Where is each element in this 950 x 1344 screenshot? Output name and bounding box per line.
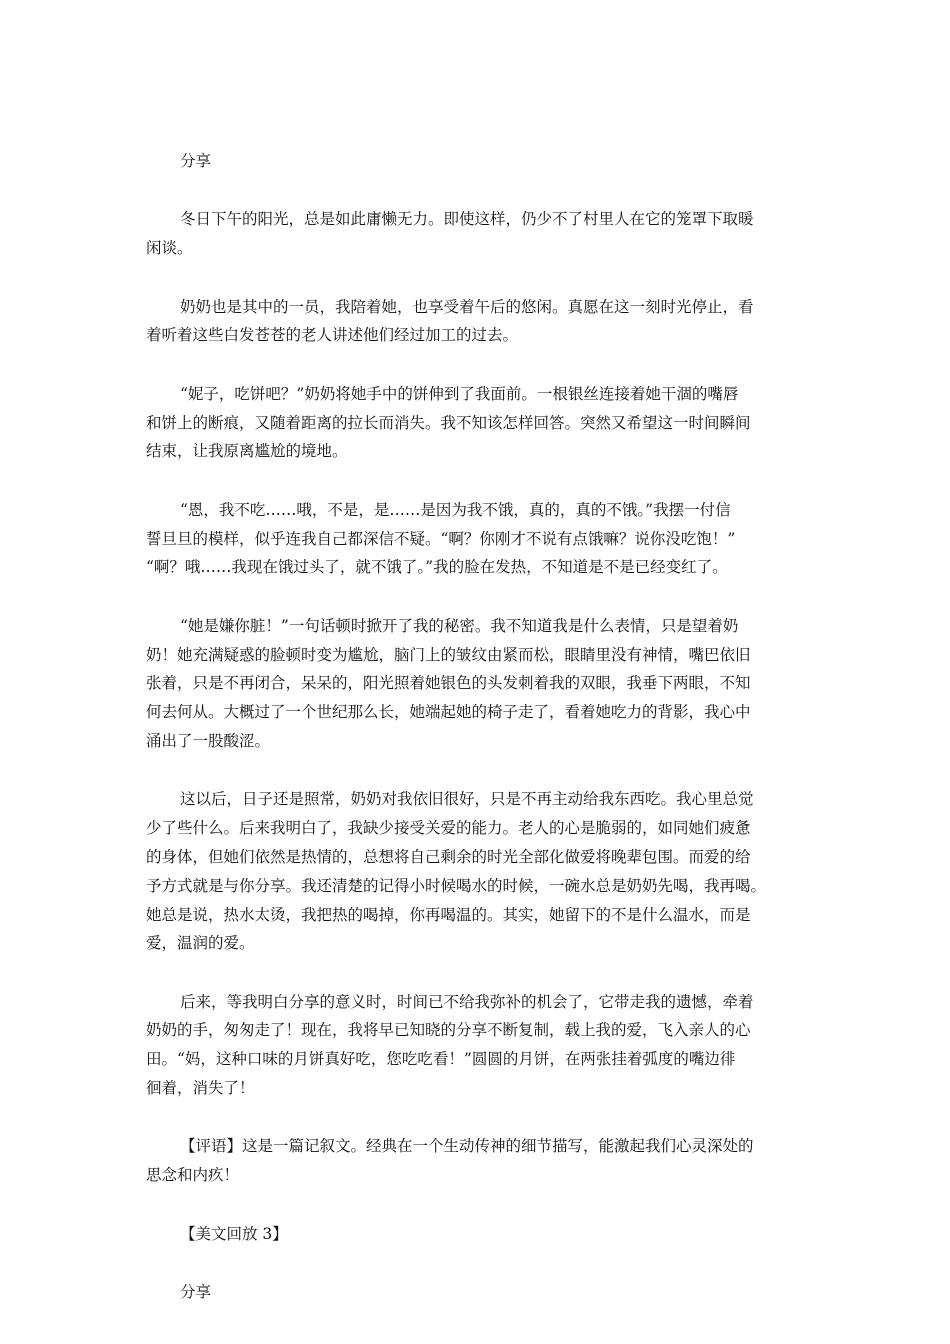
- text-line: 后来，等我明白分享的意义时，时间已不给我弥补的机会了，它带走我的遗憾，牵着: [180, 992, 754, 1011]
- paragraph-comment: [146, 1132, 801, 1190]
- text-line: 冬日下午的阳光，总是如此庸懒无力。即使这样，仍少不了村里人在它的笼罩下取暖: [180, 210, 754, 229]
- text-line: 誓旦旦的模样，似乎连我自己都深信不疑。“啊？你刚才不说有点饿嘛？说你没吃饱！”: [146, 529, 736, 548]
- paragraph-secret-revealed: [146, 612, 801, 756]
- paragraph-offer-cake: [146, 380, 801, 466]
- text-line: 张着，只是不再闭合，呆呆的，阳光照着她银色的头发刺着我的双眼，我垂下两眼，不知: [146, 674, 751, 693]
- text-line: 奶奶的手，匆匆走了！现在，我将早已知晓的分享不断复制，载上我的爱，飞入亲人的心: [146, 1021, 751, 1040]
- text-line: “恩，我不吃……哦，不是，是……是因为我不饿，真的，真的不饿。”我摆一付信: [180, 500, 731, 519]
- text-line: “啊？哦……我现在饿过头了，就不饿了。”我的脸在发热，不知道是不是已经变红了。: [146, 558, 728, 577]
- text-line: 【美文回放 3】: [180, 1224, 288, 1243]
- paragraph-afterwards: [146, 785, 801, 958]
- section-title-repeat: [146, 1278, 801, 1307]
- text-line: “妮子，吃饼吧？”奶奶将她手中的饼伸到了我面前。一根银丝连接着她干涸的嘴唇: [180, 384, 739, 403]
- text-line: 予方式就是与你分享。我还清楚的记得小时候喝水的时候，一碗水总是奶奶先喝，我再喝。: [146, 876, 767, 895]
- paragraph-refusal: [146, 496, 801, 582]
- text-line: 徊着，消失了！: [146, 1079, 255, 1098]
- text-line: 的身体，但她们依然是热情的，总想将自己剩余的时光全部化做爱将晚辈包围。而爱的给: [146, 847, 751, 866]
- text-line: 分享: [180, 1283, 212, 1302]
- text-line: 这以后，日子还是照常，奶奶对我依旧很好，只是不再主动给我东西吃。我心里总觉: [180, 790, 754, 809]
- text-line: 奶奶也是其中的一员，我陪着她，也享受着午后的悠闲。真愿在这一刻时光停止，看: [180, 297, 754, 316]
- paragraph-winter-sun: [146, 205, 801, 263]
- paragraph-later: [146, 988, 801, 1103]
- text-line: 何去何从。大概过了一个世纪那么长，她端起她的椅子走了，看着她吃力的背影，我心中: [146, 703, 751, 722]
- document-body: [146, 147, 801, 1336]
- text-line: 她总是说，热水太烫，我把热的喝掉，你再喝温的。其实，她留下的不是什么温水，而是: [146, 905, 751, 924]
- paragraph-grandma-leisure: [146, 293, 801, 351]
- text-line: 少了些什么。后来我明白了，我缺少接受关爱的能力。老人的心是脆弱的，如同她们疲惫: [146, 819, 751, 838]
- text-line: 奶！她充满疑惑的脸顿时变为尴尬，脑门上的皱纹由紧而松，眼睛里没有神情，嘴巴依旧: [146, 645, 751, 664]
- text-line: 和饼上的断痕，又随着距离的拉长而消失。我不知该怎样回答。突然又希望这一时间瞬间: [146, 413, 751, 432]
- text-line: 田。“妈，这种口味的月饼真好吃，您吃吃看！”圆圆的月饼，在两张挂着弧度的嘴边徘: [146, 1050, 736, 1069]
- text-line: 【评语】这是一篇记叙文。经典在一个生动传神的细节描写，能激起我们心灵深处的: [180, 1137, 754, 1156]
- text-line: “她是嫌你脏！”一句话顿时掀开了我的秘密。我不知道我是什么表情，只是望着奶: [180, 616, 739, 635]
- text-line: 闲谈。: [146, 239, 193, 258]
- text-line: 思念和内疚！: [146, 1166, 240, 1185]
- section-heading-replay: [146, 1220, 801, 1249]
- text-line: 分享: [180, 152, 212, 170]
- text-line: 着听着这些白发苍苍的老人讲述他们经过加工的过去。: [146, 326, 519, 345]
- text-line: 涌出了一股酸涩。: [146, 731, 271, 750]
- section-title: [146, 147, 801, 176]
- text-line: 爱，温润的爱。: [146, 934, 255, 953]
- text-line: 结束，让我原离尴尬的境地。: [146, 442, 348, 461]
